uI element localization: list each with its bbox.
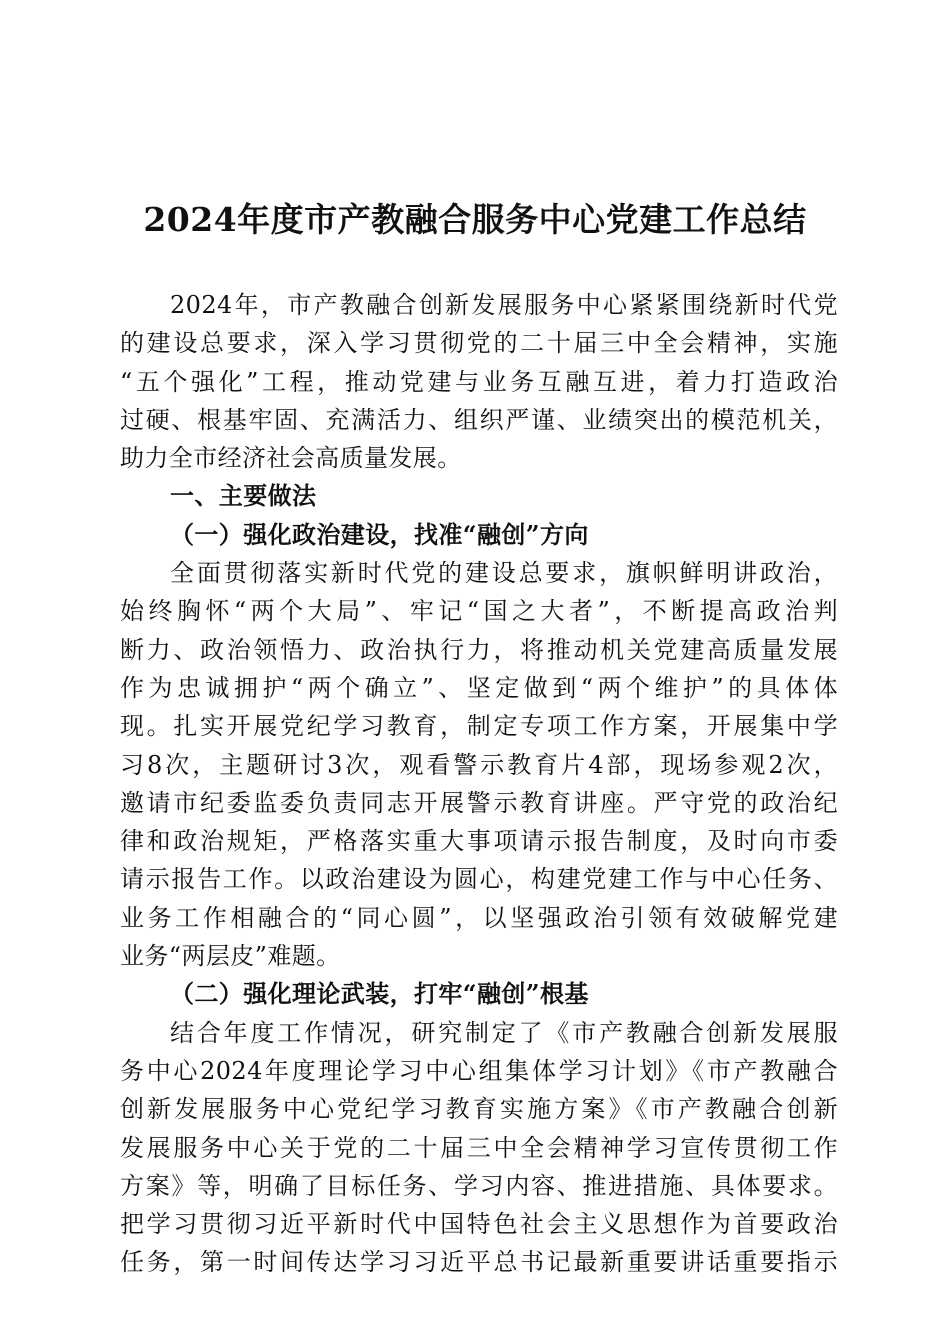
paragraph-line: 业务工作相融合的“同心圆”，以坚强政治引领有效破解党建 [120, 903, 838, 932]
paragraph-line: 发展服务中心关于党的二十届三中全会精神学习宣传贯彻工作 [120, 1133, 838, 1162]
paragraph-line: 过硬、根基牢固、充满活力、组织严谨、业绩突出的模范机关， [120, 405, 838, 434]
section-heading: 一、主要做法 [170, 481, 317, 511]
paragraph-line: 邀请市纪委监委负责同志开展警示教育讲座。严守党的政治纪 [120, 788, 838, 817]
paragraph-line: 请示报告工作。以政治建设为圆心，构建党建工作与中心任务、 [120, 865, 838, 894]
paragraph-line: 始终胸怀“两个大局”、牢记“国之大者”，不断提高政治判 [120, 597, 838, 626]
paragraph-line: 任务，第一时间传达学习习近平总书记最新重要讲话重要指示 [120, 1248, 838, 1277]
paragraph-line: 方案》等，明确了目标任务、学习内容、推进措施、具体要求。 [120, 1171, 838, 1200]
paragraph-line: 习8次，主题研讨3次，观看警示教育片4部，现场参观2次， [120, 750, 838, 779]
subsection-heading: （二）强化理论武装，打牢“融创”根基 [170, 979, 589, 1009]
paragraph-line: 结合年度工作情况，研究制定了《市产教融合创新发展服 [170, 1018, 838, 1047]
paragraph-line: 断力、政治领悟力、政治执行力，将推动机关党建高质量发展 [120, 635, 838, 664]
paragraph-line: 现。扎实开展党纪学习教育，制定专项工作方案，开展集中学 [120, 712, 838, 741]
paragraph-line: 务中心2024年度理论学习中心组集体学习计划》《市产教融合 [120, 1056, 838, 1085]
paragraph-line: 全面贯彻落实新时代党的建设总要求，旗帜鲜明讲政治， [170, 559, 838, 588]
document-title: 2024年度市产教融合服务中心党建工作总结 [143, 200, 807, 239]
document-body [120, 286, 838, 1282]
paragraph-line: 助力全市经济社会高质量发展。 [120, 444, 462, 473]
paragraph-line: 2024年，市产教融合创新发展服务中心紧紧围绕新时代党 [170, 291, 838, 319]
paragraph-line: 的建设总要求，深入学习贯彻党的二十届三中全会精神，实施 [120, 329, 838, 358]
paragraph-line: 把学习贯彻习近平新时代中国特色社会主义思想作为首要政治 [120, 1210, 838, 1239]
paragraph-line: 业务“两层皮”难题。 [120, 942, 341, 971]
paragraph-line: “五个强化”工程，推动党建与业务互融互进，着力打造政治 [120, 367, 838, 396]
subsection-heading: （一）强化政治建设，找准“融创”方向 [170, 519, 589, 549]
paragraph-line: 创新发展服务中心党纪学习教育实施方案》《市产教融合创新 [120, 1095, 838, 1124]
paragraph-line: 律和政治规矩，严格落实重大事项请示报告制度，及时向市委 [120, 827, 838, 856]
paragraph-line: 作为忠诚拥护“两个确立”、坚定做到“两个维护”的具体体 [120, 673, 838, 702]
